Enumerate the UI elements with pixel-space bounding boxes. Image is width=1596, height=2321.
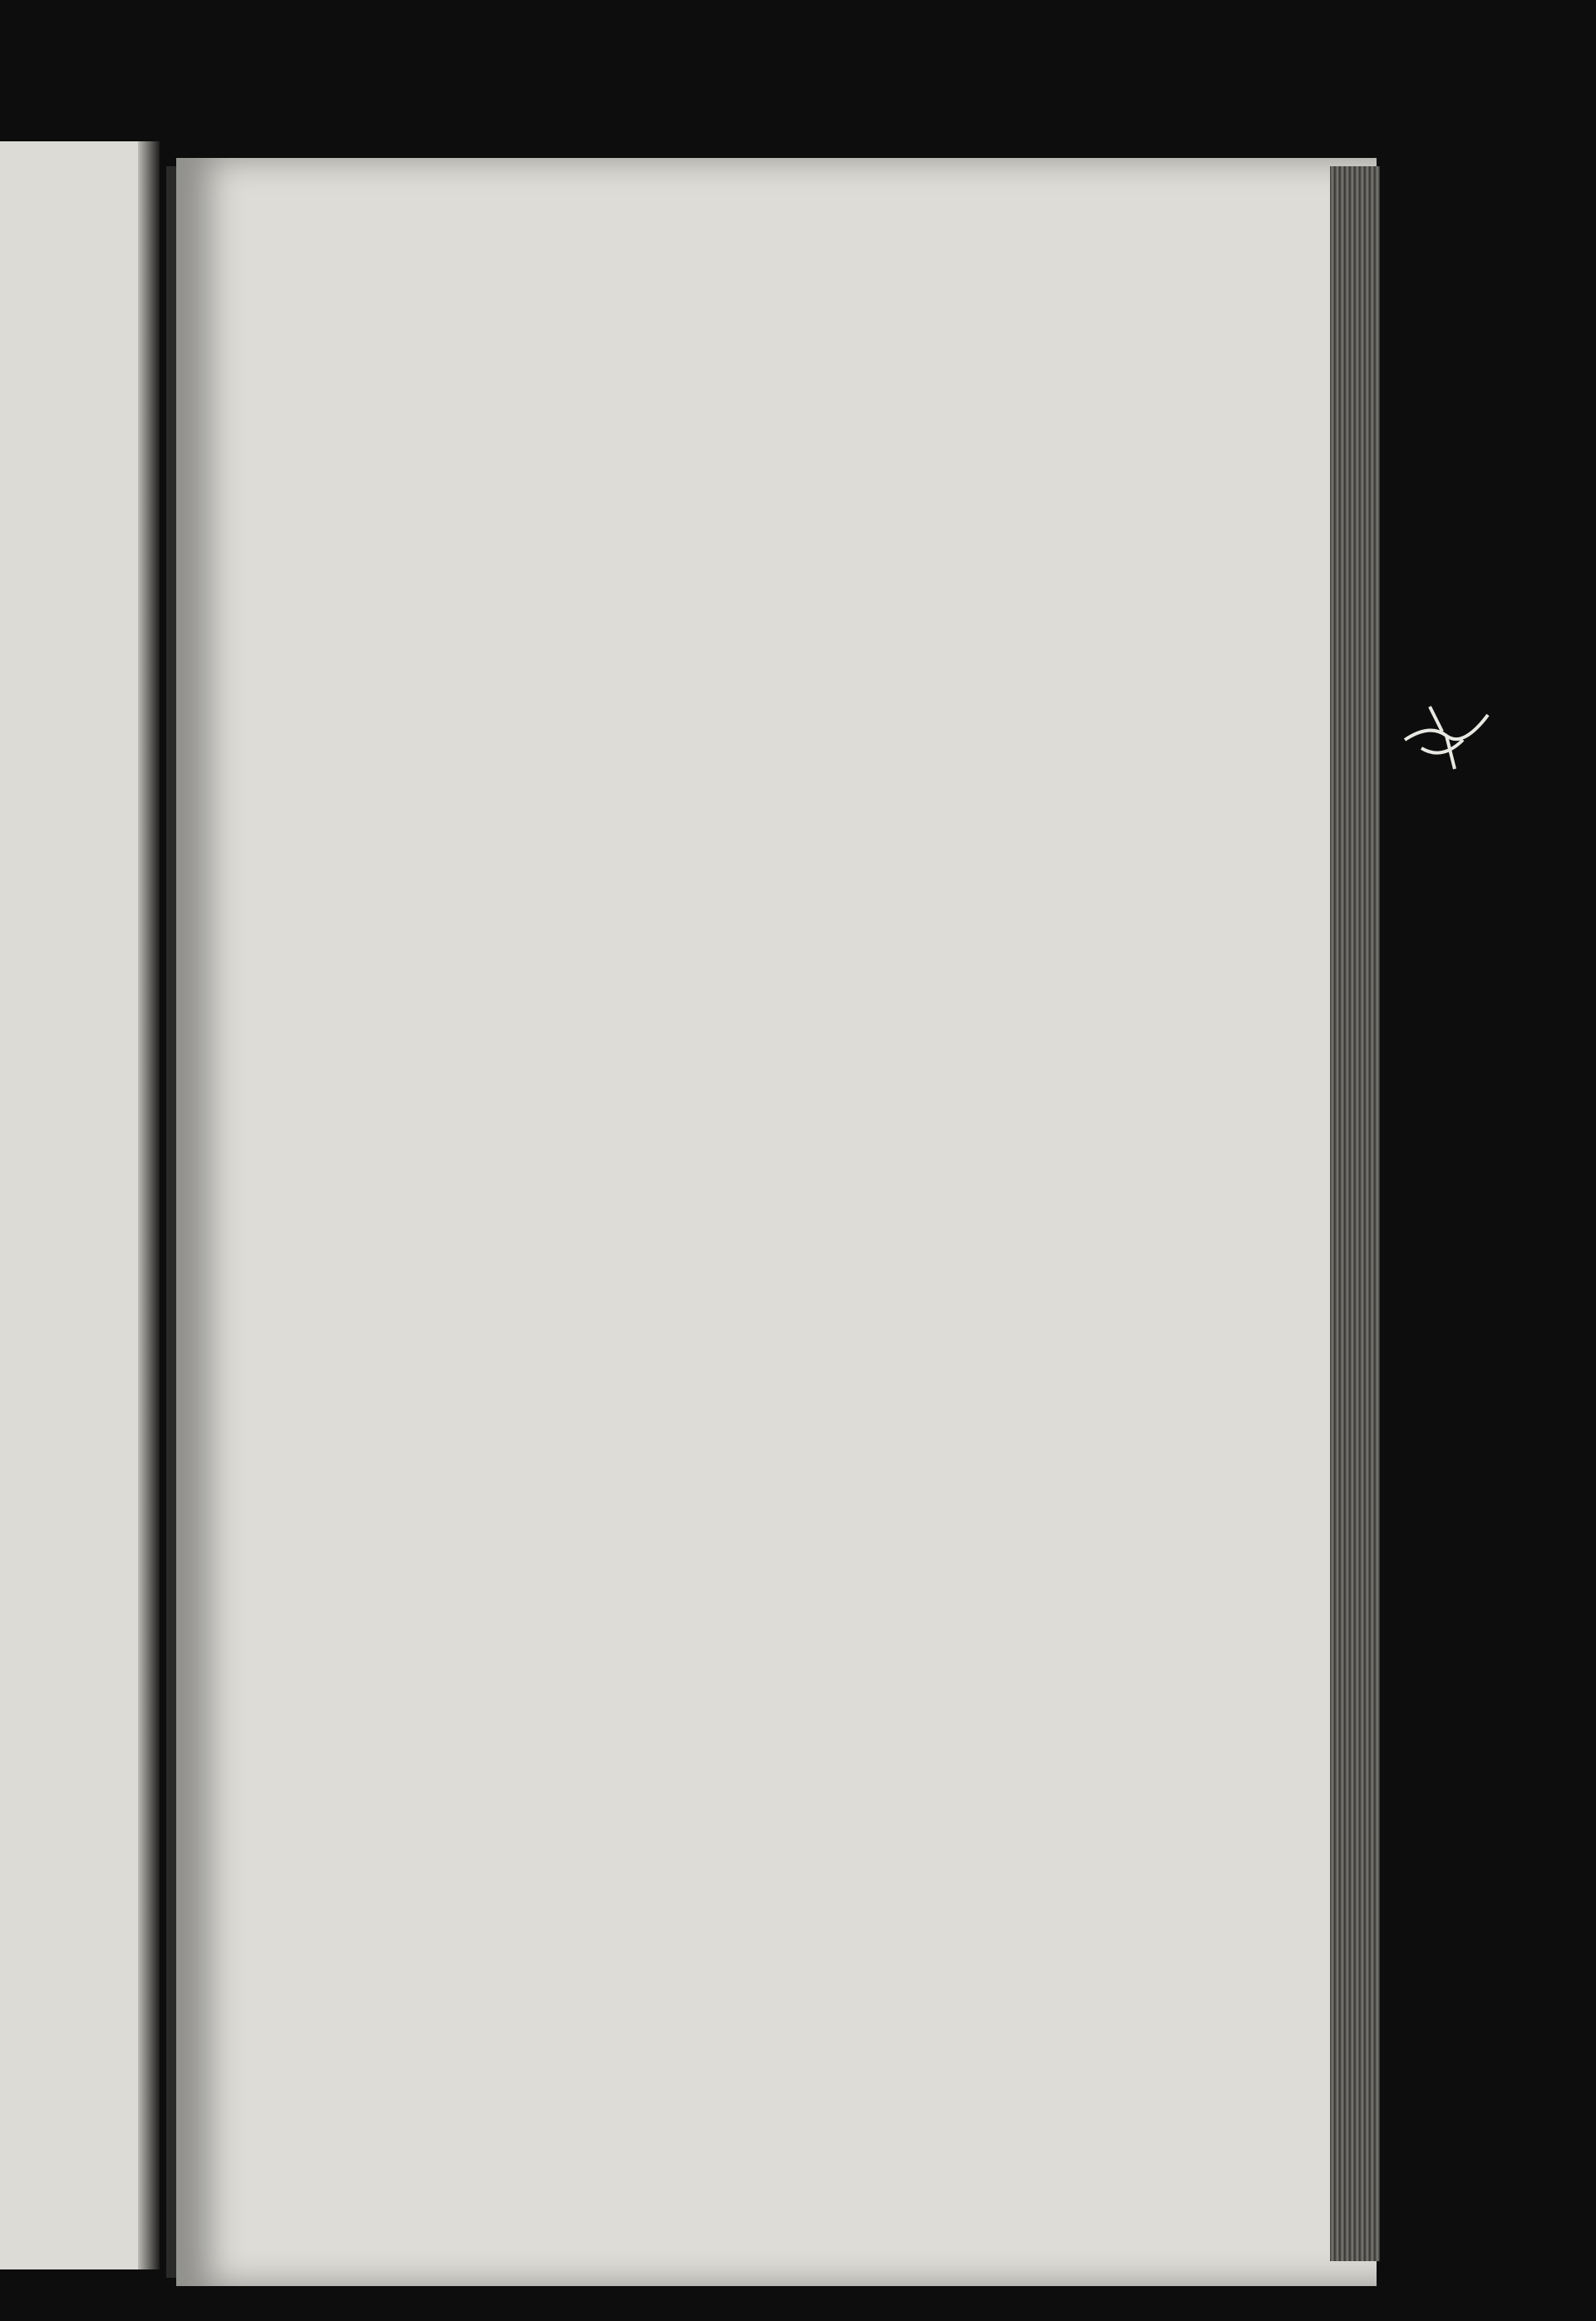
sun-almanac-table bbox=[191, 579, 579, 1772]
high-water-subheaders bbox=[0, 657, 141, 740]
left-page-fragment bbox=[0, 141, 160, 2269]
paper-debris bbox=[1396, 690, 1496, 790]
page-stack-edge bbox=[1330, 166, 1380, 2261]
high-water-table bbox=[0, 590, 146, 1929]
